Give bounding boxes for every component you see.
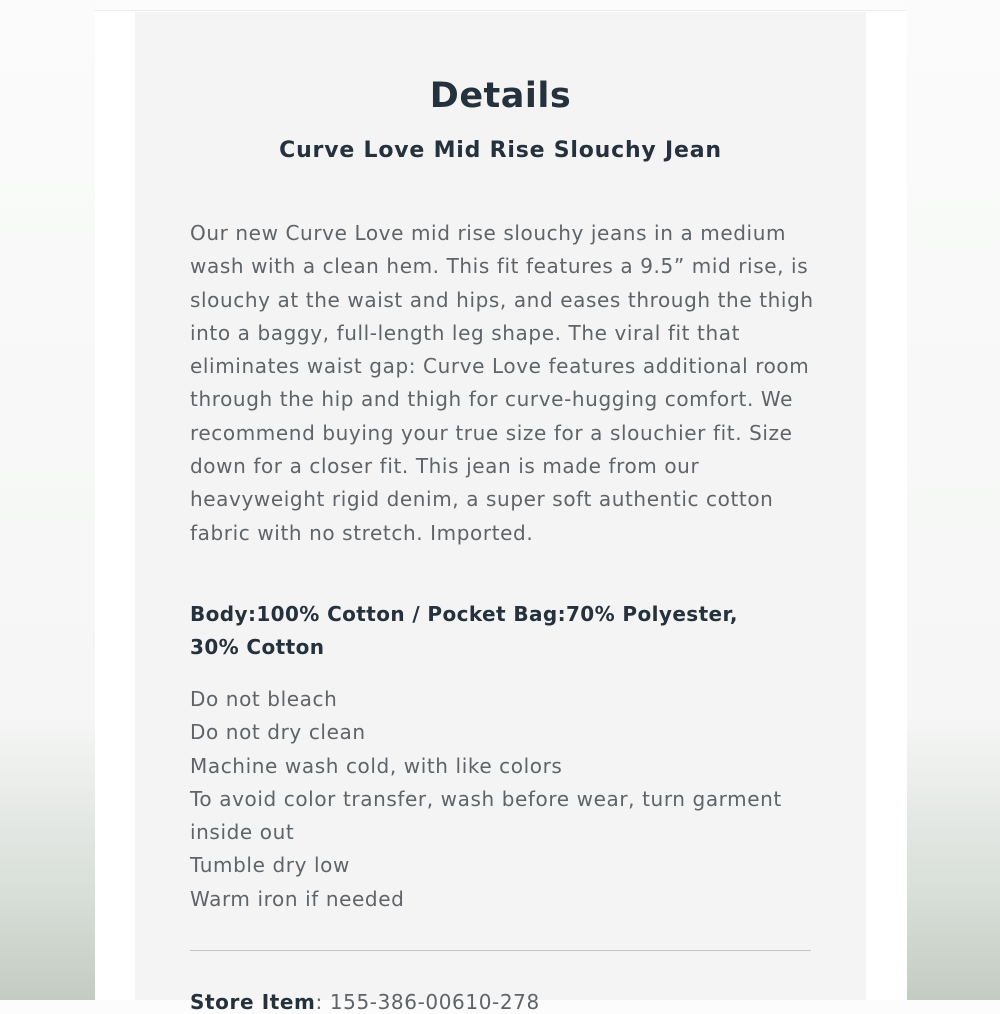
backdrop-right	[905, 0, 1000, 1000]
care-instructions-list	[190, 683, 810, 916]
care-instruction: To avoid color transfer, wash before wear, turn garment inside out	[190, 786, 782, 845]
care-instruction: Do not bleach	[190, 687, 338, 711]
product-name: Curve Love Mid Rise Slouchy Jean	[279, 138, 722, 163]
backdrop-left	[0, 0, 95, 1000]
store-item-number: 155-386-00610-278	[329, 990, 540, 1014]
care-instruction: Tumble dry low	[190, 853, 350, 878]
care-instruction: Machine wash cold, with like colors	[190, 753, 563, 778]
product-description: Our new Curve Love mid rise slouchy jeans in a medium wash with a clean hem. This fit features a 9.5” mid rise, is slouchy at the waist and hips, and eases through the thigh into a baggy, full-length leg shape. The viral fit that eliminates waist gap: Curve Love features additional room through the hip and thigh for curve-hugging comfort. We recommend buying your true size for a slouchier fit. Size down for a closer fit. This jean is made from our heavyweight rigid denim, a super soft authentic cotton fabric with no stretch. Imported.	[190, 221, 814, 545]
care-instruction: Warm iron if needed	[190, 886, 405, 911]
store-item-separator: :	[315, 990, 330, 1014]
store-item-row	[190, 990, 540, 1014]
details-panel	[135, 12, 866, 1014]
details-heading: Details	[429, 76, 572, 116]
fabric-composition: Body:100% Cotton / Pocket Bag:70% Polyester, 30% Cotton	[190, 602, 738, 659]
care-instruction: Do not dry clean	[190, 720, 366, 745]
store-item-label: Store Item	[190, 990, 316, 1014]
product-sheet	[95, 10, 907, 1014]
sheet-top-border	[95, 10, 907, 11]
section-divider	[190, 950, 811, 951]
